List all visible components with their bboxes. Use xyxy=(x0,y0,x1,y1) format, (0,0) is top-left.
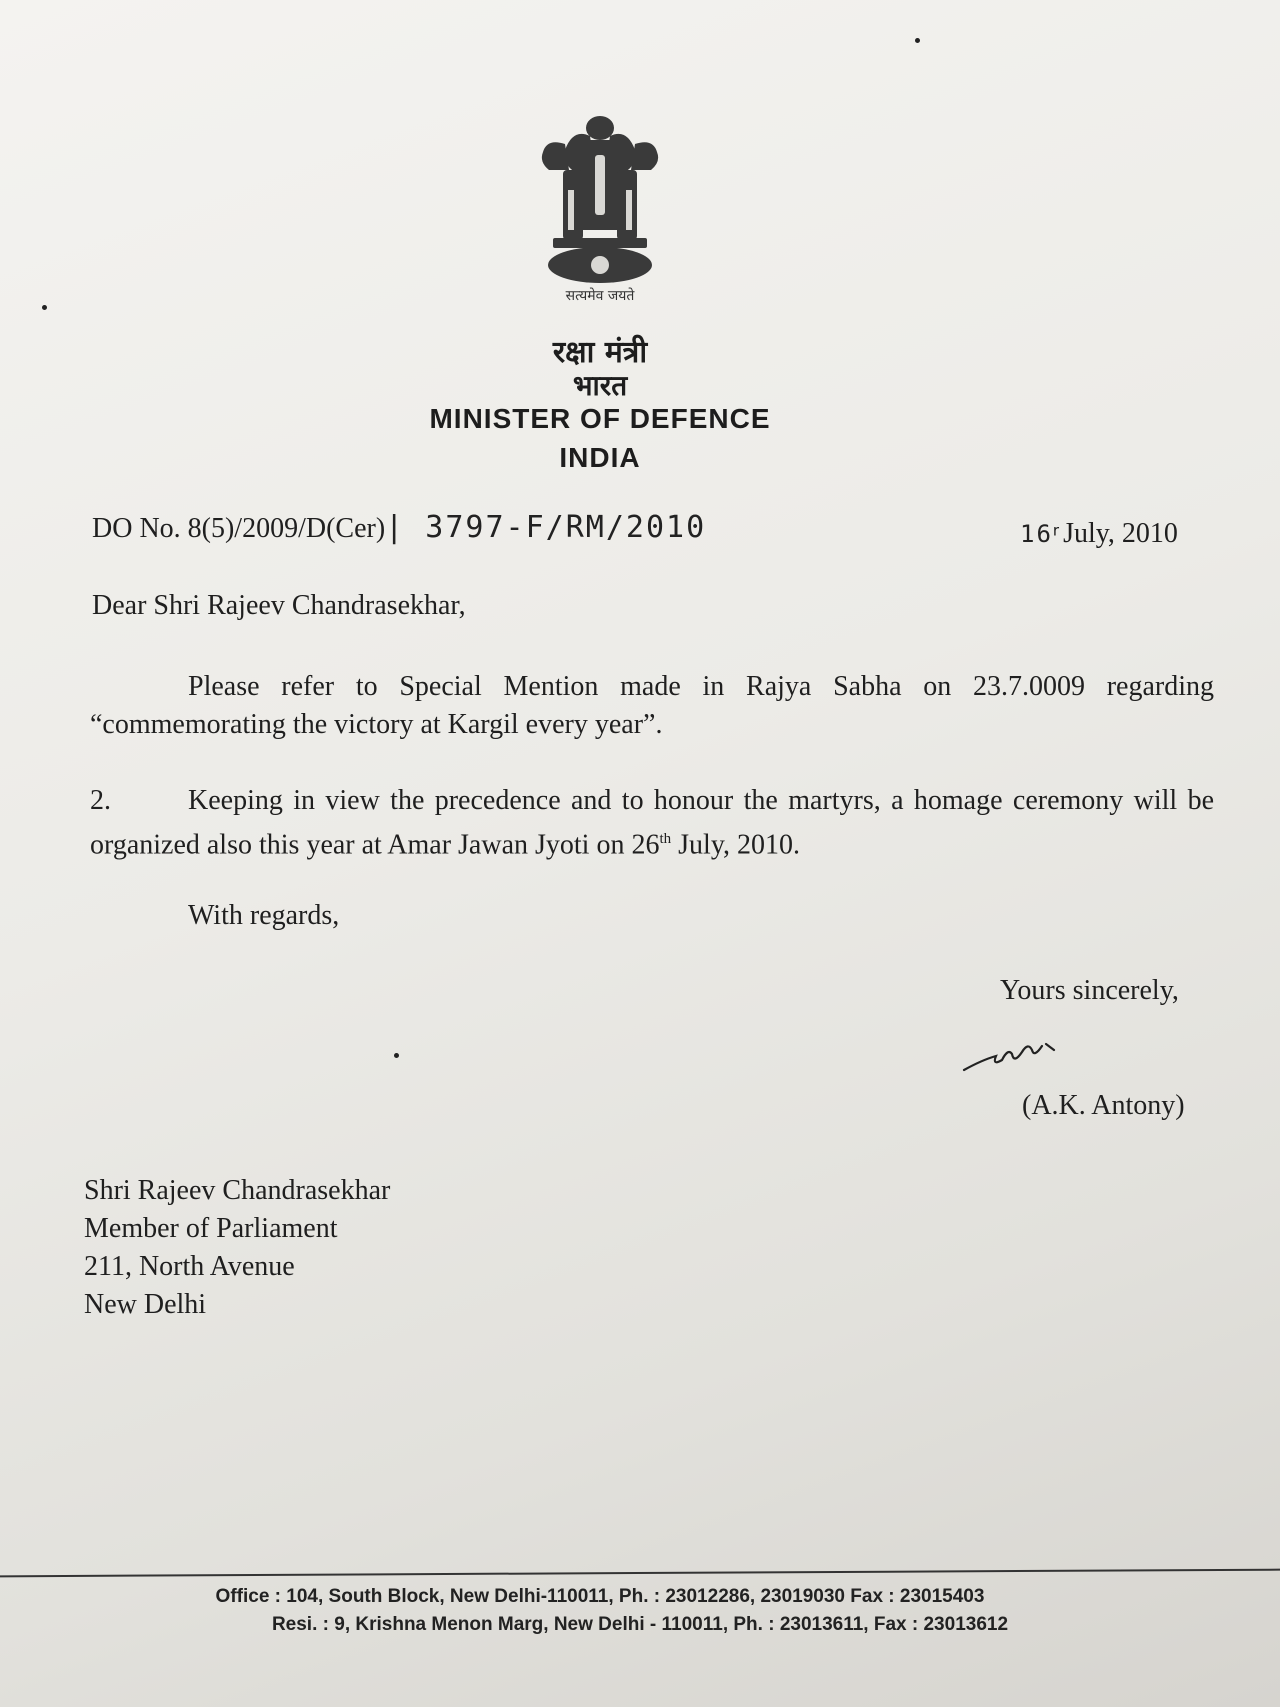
paper-speck xyxy=(915,38,920,43)
recipient-name: Shri Rajeev Chandrasekhar xyxy=(84,1175,391,1206)
letter-date xyxy=(1020,518,1178,550)
reference-handwritten: | 3797-F/RM/2010 xyxy=(385,510,707,545)
signer-name: (A.K. Antony) xyxy=(1022,1090,1185,1121)
paper-speck xyxy=(394,1053,399,1058)
country-english: INDIA xyxy=(559,442,641,473)
reference-number xyxy=(92,510,706,545)
valediction: Yours sincerely, xyxy=(1000,975,1179,1006)
date-superscript: r xyxy=(1052,521,1060,540)
recipient-designation: Member of Parliament xyxy=(84,1213,338,1244)
recipient-street: 211, North Avenue xyxy=(84,1251,295,1282)
salutation: Dear Shri Rajeev Chandrasekhar, xyxy=(92,590,466,621)
paper-speck xyxy=(42,305,47,310)
recipient-address xyxy=(84,1172,390,1324)
signature-icon xyxy=(962,1030,1072,1080)
paragraph-1 xyxy=(90,668,1214,744)
reference-printed: DO No. 8(5)/2009/D(Cer) xyxy=(92,513,386,544)
title-hindi: रक्षा मंत्री xyxy=(552,335,648,370)
paragraph-2-text-end: July, 2010. xyxy=(671,829,800,861)
national-emblem-icon xyxy=(535,110,665,295)
date-day: 16 xyxy=(1020,520,1053,548)
paragraph-1-text: Please refer to Special Mention made in Rajya Sabha on 23.7.0009 regarding “commemorating the victory at Kargil every year”. xyxy=(90,671,1214,740)
footer-office: Office : 104, South Block, New Delhi-110011, Ph. : 23012286, 23019030 Fax : 23015403 xyxy=(215,1586,985,1607)
paragraph-2-text: Keeping in view the precedence and to honour the martyrs, a homage ceremony will be organized also this year at Amar Jawan Jyoti on 26 xyxy=(90,785,1214,861)
motto-text: सत्यमेव जयते xyxy=(565,288,635,304)
recipient-city: New Delhi xyxy=(84,1289,207,1320)
footer-residence: Resi. : 9, Krishna Menon Marg, New Delhi - 110011, Ph. : 23013611, Fax : 23013612 xyxy=(271,1614,1009,1635)
country-hindi: भारत xyxy=(572,369,628,402)
paragraph-2-number: 2. xyxy=(90,785,111,816)
date-rest: July, 2010 xyxy=(1063,518,1178,549)
paragraph-2 xyxy=(90,782,1214,864)
paragraph-2-superscript: th xyxy=(659,831,672,847)
title-english: MINISTER OF DEFENCE xyxy=(429,403,771,434)
footer-divider xyxy=(0,1569,1280,1578)
closing-regards: With regards, xyxy=(188,900,340,931)
